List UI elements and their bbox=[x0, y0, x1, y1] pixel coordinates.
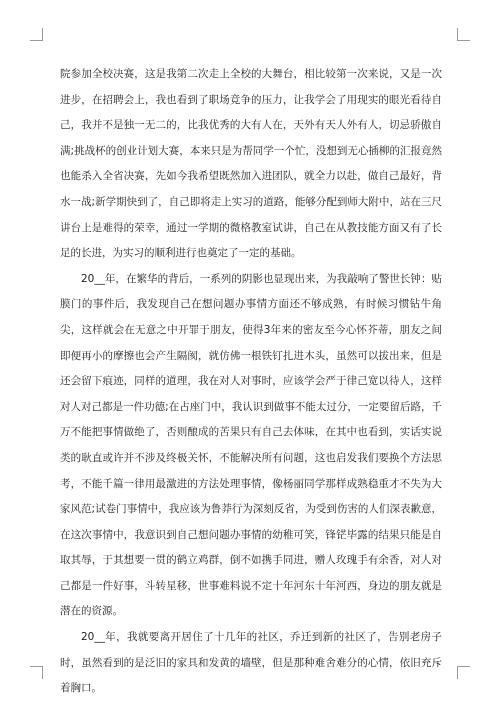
crop-mark-bottom-left bbox=[30, 666, 43, 679]
crop-mark-top-left bbox=[30, 28, 43, 41]
crop-mark-top-right bbox=[457, 28, 470, 41]
paragraph-2: 20__年，在繁华的背后，一系列的阴影也显现出来，为我敲响了警世长钟：贴膜门的事件后，我发现自己在想问题办事情方面还不够成熟，有时候习惯钻牛角尖，这样就会在无意之中开罪于朋友，使得3年来的密友至今心怀芥蒂，朋友之间即便再小的摩擦也会产生隔阂，就仿佛一根铁钉扎进木头，虽然可以拔出来，但是还会留下痕迹，同样的道理，我在对人对事时，应该学会严于律己宽以待人，这样对人对己都是一件功德;在占座门中，我认识到做事不能太过分，一定要留后路，千万不能把事情做绝了，否则酿成的苦果只有自己去体味，在其中也看到，实话实说类的耿直或许并不涉及终极关怀，不能解决所有问题，这也启发我们要换个方法思考，不能千篇一律用最激进的方法处理事情，像杨丽同学那样成熟稳重才不失为大家风范;试卷门事情中，我应该为鲁莽行为深刻反省，为受到伤害的人们深表歉意，在这次事情中，我意识到自己想问题办事情的幼稚可笑，锋铓毕露的结果只能是自取其辱，于其想要一贯的鹤立鸡群，倒不如携手同进，赠人玫瑰手有余香，对人对己都是一件好事，斗转星移，世事难料说不定十年河东十年河西，身边的朋友就是潜在的资源。 bbox=[60, 272, 442, 618]
paragraph-3: 20__年，我就要离开居住了十几年的社区，乔迁到新的社区了，告别老房子时，虽然看到的是泛旧的家具和发黄的墙壁，但是那种难舍难分的心情，依旧充斥着胸口。 bbox=[60, 631, 442, 695]
document-body bbox=[60, 62, 442, 702]
crop-mark-bottom-right bbox=[457, 666, 470, 679]
paragraph-1: 院参加全校决赛，这是我第二次走上全校的大舞台，相比较第一次来说，又是一次进步，在招聘会上，我也看到了职场竞争的压力，让我学会了用现实的眼光看待自己，我并不是独一无二的，比我优秀的大有人在，天外有天人外有人，切忌骄傲自满;挑战杯的创业计划大赛，本来只是为帮同学一个忙，没想到无心插柳的汇报竟然也能杀入全省决赛，先如今我希望既然加入进团队，就全力以赴，做自己最好，背水一战;新学期快到了，自己即将走上实习的道路，能够分配到师大附中，站在三尺讲台上是难得的荣幸，通过一学期的微格教室试讲，自己在从教技能方面又有了长足的长进，为实习的顺利进行也奠定了一定的基础。 bbox=[60, 68, 442, 260]
